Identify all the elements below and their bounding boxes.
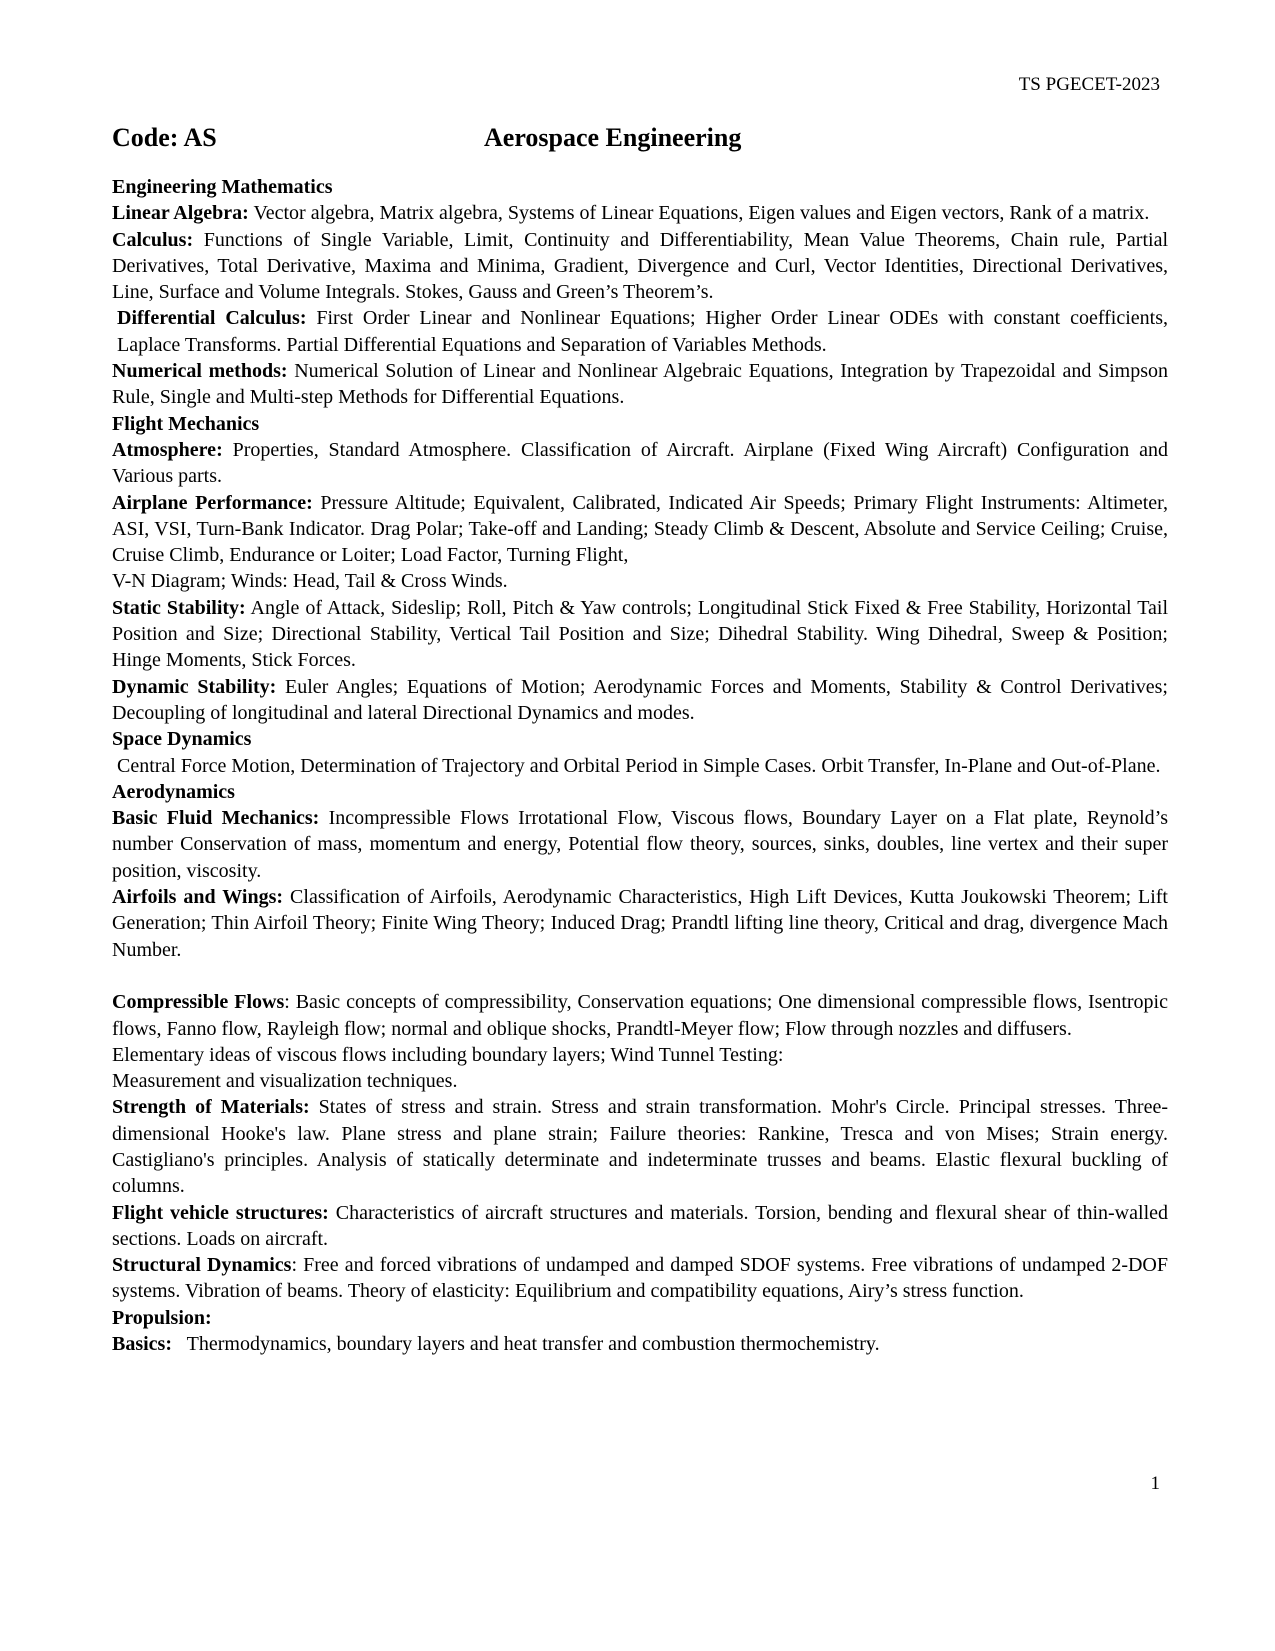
topic-measurement: Measurement and visualization techniques. [112,1070,458,1093]
topic-text: States of stress and strain. Stress and strain transformation. Mohr's Circle. Principal stresses. Three-dimensional Hooke's law. Plane stress and plane strain; Failure theories: Rankine, Tresca and von Mises; Strain energy. Castigliano's principles. Analysis of statically determinate and indeterminate trusses and beams. Elastic flexural buckling of columns. [112,1096,1169,1198]
topic-space-dynamics: Central Force Motion, Determination of Trajectory and Orbital Period in Simple Cases. Orbit Transfer, In-Plane and Out-of-Plane. [117,754,1161,777]
topic-basics [112,1331,1168,1357]
topic-text: : Free and forced vibrations of undamped and damped SDOF systems. Free vibrations of undamped 2-DOF systems. Vibration of beams. Theory of elasticity: Equilibrium and compatibility equations, Airy’s stress function. [112,1254,1168,1303]
syllabus-content [112,174,1168,1357]
topic-text: : Basic concepts of compressibility, Conservation equations; One dimensional compressible flows, Isentropic flows, Fanno flow, Rayleigh flow; normal and oblique shocks, Prandtl-Meyer flow; Flow through nozzles and diffusers. [112,991,1168,1040]
topic-lead: Atmosphere: [112,438,223,461]
topic-text: Vector algebra, Matrix algebra, Systems of Linear Equations, Eigen values and Eigen vectors, Rank of a matrix. [248,202,1150,225]
topic-linear-algebra [112,200,1168,226]
topic-lead: Dynamic Stability: [112,675,277,698]
topic-text: First Order Linear and Nonlinear Equations; Higher Order Linear ODEs with constant coefficients, Laplace Transforms. Partial Differential Equations and Separation of Variables Methods. [117,307,1169,356]
topic-flight-vehicle-structures [112,1200,1168,1253]
topic-lead: Numerical methods: [112,360,288,383]
topic-lead: Linear Algebra: [112,202,249,225]
paragraph-gap [112,963,1168,989]
course-code: Code: AS [112,123,217,152]
title-row [112,121,1168,155]
topic-lead: Airfoils and Wings: [112,886,284,909]
topic-airfoils-wings [112,884,1168,963]
topic-lead: Differential Calculus: [117,307,307,330]
topic-text: Numerical Solution of Linear and Nonlinear Algebraic Equations, Integration by Trapezoidal and Simpson Rule, Single and Multi-step Methods for Differential Equations. [112,360,1169,409]
topic-lead: Flight vehicle structures: [112,1201,329,1224]
topic-text: Incompressible Flows Irrotational Flow, Viscous flows, Boundary Layer on a Flat plate, Reynold’s number Conservation of mass, momentum and energy, Potential flow theory, sources, sinks, doubles, line vertex and their super position, viscosity. [112,807,1168,882]
topic-text: Properties, Standard Atmosphere. Classification of Aircraft. Airplane (Fixed Wing Aircraft) Configuration and Various parts. [112,438,1168,488]
topic-static-stability [112,595,1168,674]
topic-lead: Basic Fluid Mechanics: [112,807,320,830]
section-heading-propulsion: Propulsion: [112,1306,212,1329]
page-number: 1 [1150,1473,1160,1494]
topic-lead: Compressible Flows [112,991,285,1014]
topic-lead: Structural Dynamics [112,1254,292,1277]
topic-text: Functions of Single Variable, Limit, Continuity and Differentiability, Mean Value Theorems, Chain rule, Partial Derivatives, Total Derivative, Maxima and Minima, Gradient, Divergence and Curl, Vector Identities, Directional Derivatives, Line, Surface and Volume Integrals. Stokes, Gauss and Green’s Theorem’s. [112,228,1168,304]
topic-dynamic-stability [112,674,1168,727]
topic-calculus [112,227,1168,306]
topic-viscous-flows: Elementary ideas of viscous flows including boundary layers; Wind Tunnel Testing: [112,1043,784,1066]
topic-lead: Static Stability: [112,596,246,619]
topic-text: Angle of Attack, Sideslip; Roll, Pitch & Yaw controls; Longitudinal Stick Fixed & Free Stability, Horizontal Tail Position and Size; Directional Stability, Vertical Tail Position and Size; Dihedral Stability. Wing Dihedral, Sweep & Position; Hinge Moments, Stick Forces. [112,596,1168,672]
exam-header: TS PGECET-2023 [1018,74,1160,95]
topic-numerical-methods [112,358,1168,411]
topic-text: Thermodynamics, boundary layers and heat transfer and combustion thermochemistry. [172,1333,880,1356]
topic-text: Pressure Altitude; Equivalent, Calibrated, Indicated Air Speeds; Primary Flight Instruments: Altimeter, ASI, VSI, Turn-Bank Indicator. Drag Polar; Take-off and Landing; Steady Climb & Descent, Absolute and Service Ceiling; Cruise, Cruise Climb, Endurance or Loiter; Load Factor, Turning Flight, [112,491,1168,567]
topic-lead: Airplane Performance: [112,491,313,514]
topic-lead: Basics: [112,1333,172,1356]
topic-text: Classification of Airfoils, Aerodynamic Characteristics, High Lift Devices, Kutta Joukowski Theorem; Lift Generation; Thin Airfoil Theory; Finite Wing Theory; Induced Drag; Prandtl lifting line theory, Critical and drag, divergence Mach Number. [112,886,1168,961]
section-heading-space: Space Dynamics [112,728,252,751]
subject-title: Aerospace Engineering [484,123,742,152]
section-heading-math: Engineering Mathematics [112,176,333,198]
topic-airplane-performance-cont: V-N Diagram; Winds: Head, Tail & Cross Winds. [112,570,508,593]
topic-lead: Strength of Materials: [112,1096,310,1119]
topic-text: Characteristics of aircraft structures and materials. Torsion, bending and flexural shear of thin-walled sections. Loads on aircraft. [112,1201,1168,1250]
topic-airplane-performance [112,490,1168,569]
topic-text: Euler Angles; Equations of Motion; Aerodynamic Forces and Moments, Stability & Control Derivatives; Decoupling of longitudinal and lateral Directional Dynamics and modes. [112,675,1168,724]
section-heading-aero: Aerodynamics [112,780,235,803]
topic-basic-fluid-mechanics [112,805,1168,884]
topic-differential-calculus [112,305,1168,358]
section-heading-flight: Flight Mechanics [112,412,260,435]
topic-structural-dynamics [112,1252,1168,1305]
topic-strength-of-materials [112,1094,1168,1199]
topic-lead: Calculus: [112,228,194,251]
topic-atmosphere [112,437,1168,490]
topic-compressible-flows [112,989,1168,1042]
